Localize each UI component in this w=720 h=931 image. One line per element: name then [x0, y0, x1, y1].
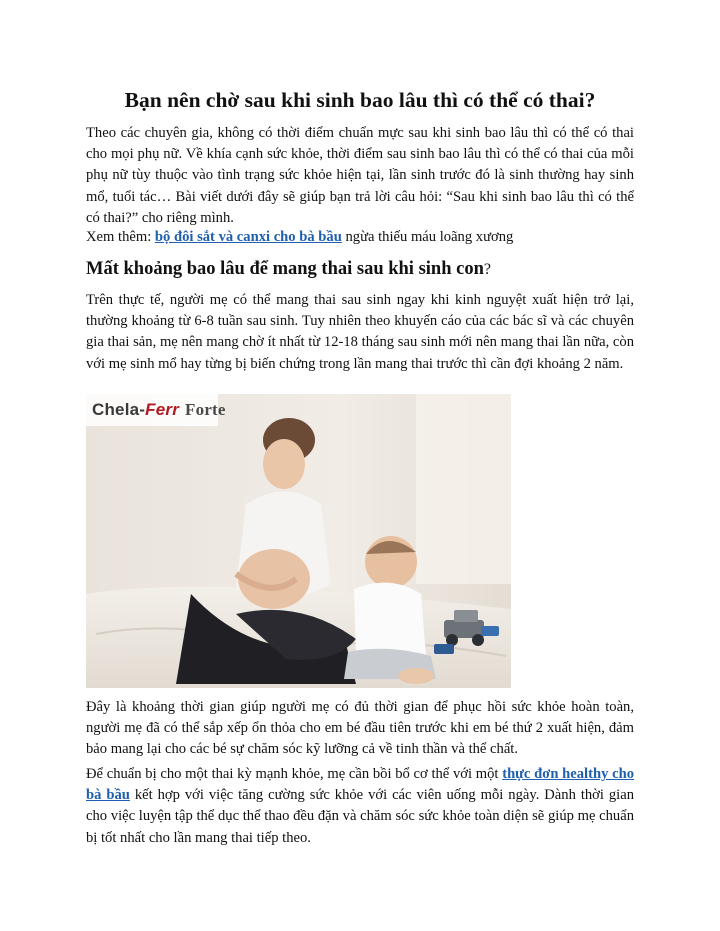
brand-logo [92, 400, 226, 420]
brand-logo-part-b: Ferr [145, 400, 180, 419]
see-also-prefix: Xem thêm: [86, 229, 155, 245]
final-prefix: Để chuẩn bị cho một thai kỳ mạnh khỏe, mẹ cần bồi bổ cơ thể với một [86, 766, 503, 782]
photo-illustration [86, 394, 511, 688]
article-photo [86, 394, 511, 688]
final-paragraph [86, 764, 634, 849]
after-image-paragraph: Đây là khoảng thời gian giúp người mẹ có đủ thời gian để phục hồi sức khỏe hoàn toàn, người mẹ đã có thể sắp xếp ổn thỏa cho em bé đầu tiên trước khi em bé thứ 2 xuất hiện, đảm bảo mang lại cho các bé sự chăm sóc kỹ lưỡng cả về tinh thần và thể chất. [86, 699, 634, 758]
brand-logo-part-a: Chela- [92, 400, 146, 419]
healthy-menu-link[interactable]: thực đơn healthy cho bà bầu [86, 766, 634, 804]
see-also-link[interactable]: bộ đôi sắt và canxi cho bà bầu [154, 229, 342, 245]
section-heading-text: Mất khoảng bao lâu để mang thai sau khi sinh con [86, 259, 484, 279]
intro-paragraph: Theo các chuyên gia, không có thời điểm chuẩn mực sau khi sinh bao lâu thì có thể có thai cho mọi phụ nữ. Về khía cạnh sức khỏe, thời điểm sau sinh bao lâu thì có thể có thai của mỗi phụ nữ tùy thuộc vào tình trạng sức khỏe hiện tại, lần sinh trước đó là sinh thường hay sinh mổ, tuổi tác… Bài viết dưới đây sẽ giúp bạn trả lời câu hỏi: “Sau khi sinh bao lâu thì có thể có thai?” cho riêng mình. [86, 125, 634, 226]
see-also-line [86, 227, 634, 248]
section-paragraph: Trên thực tế, người mẹ có thể mang thai sau sinh ngay khi kinh nguyệt xuất hiện trở lại, thường khoảng từ 6-8 tuần sau sinh. Tuy nhiên theo khuyến cáo của các bác sĩ và các chuyên gia thai sản, mẹ nên mang chờ ít nhất từ 12-18 tháng sau sinh mới nên mang thai lần nữa, còn với mẹ sinh mổ hay từng bị biến chứng trong lần mang thai trước thì cần đợi khoảng 2 năm. [86, 292, 634, 372]
section-heading-mark: ? [483, 261, 491, 278]
page-title: Bạn nên chờ sau khi sinh bao lâu thì có thể có thai? [124, 88, 596, 112]
see-also-suffix: ngừa thiếu máu loãng xương [341, 229, 514, 245]
final-suffix: kết hợp với việc tăng cường sức khỏe với các viên uống mỗi ngày. Dành thời gian cho việc luyện tập thể dục thể thao đều đặn và chăm sóc sức khỏe toàn diện sẽ giúp mẹ chuẩn bị tốt nhất cho lần mang thai tiếp theo. [86, 787, 635, 846]
brand-logo-part-c: Forte [185, 400, 226, 419]
section-heading [86, 257, 634, 282]
